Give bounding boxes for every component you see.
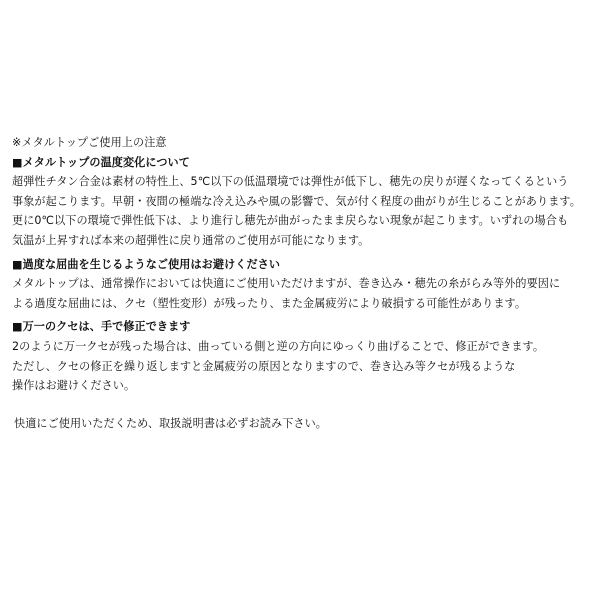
section-spacer [12,396,592,414]
section-heading-bending: ■過度な屈曲を生じるようなご使用はお避けください [12,257,281,271]
section-heading-temperature: ■メタルトップの温度変化について [12,155,190,169]
document-body [12,133,592,433]
paragraph-line: 事象が起こります。早朝・夜間の極端な冷え込みや風の影響で、気が付く程度の曲がりが生じることがあります。 [12,194,581,208]
paragraph-line: メタルトップは、通常操作においては快適にご使用いただけますが、巻き込み・穂先の糸がらみ等外的要因に [12,277,561,291]
paragraph-line: 超弾性チタン合金は素材の特性上、5℃以下の低温環境では弾性が低下し、穂先の戻りが遅くなってくるという [12,175,569,189]
paragraph-line: よる過度な屈曲には、クセ（塑性変形）が残ったり、また金属疲労により破損する可能性があります。 [12,296,527,310]
paragraph-line: 操作はお避けください。 [12,379,136,393]
paragraph-line: 気温が上昇すれば本来の超弾性に戻り通常のご使用が可能になります。 [12,233,370,247]
section-heading-correction: ■万一のクセは、手で修正できます [12,320,191,334]
paragraph-line: ただし、クセの修正を繰り返しますと金属疲労の原因となりますので、巻き込み等クセが残るような [12,359,516,373]
footer-note: 快適にご使用いただくため、取扱説明書は必ずお読み下さい。 [14,416,327,430]
notice-title: ※メタルトップご使用上の注意 [12,136,167,149]
paragraph-line: 2のように万一クセが残った場合は、曲っている側と逆の方向にゆっくり曲げることで、修正ができます。 [12,339,545,353]
paragraph-line: 更に0℃以下の環境で弾性低下は、より進行し穂先が曲がったまま戻らない現象が起こります。いずれの場合も [12,214,569,228]
